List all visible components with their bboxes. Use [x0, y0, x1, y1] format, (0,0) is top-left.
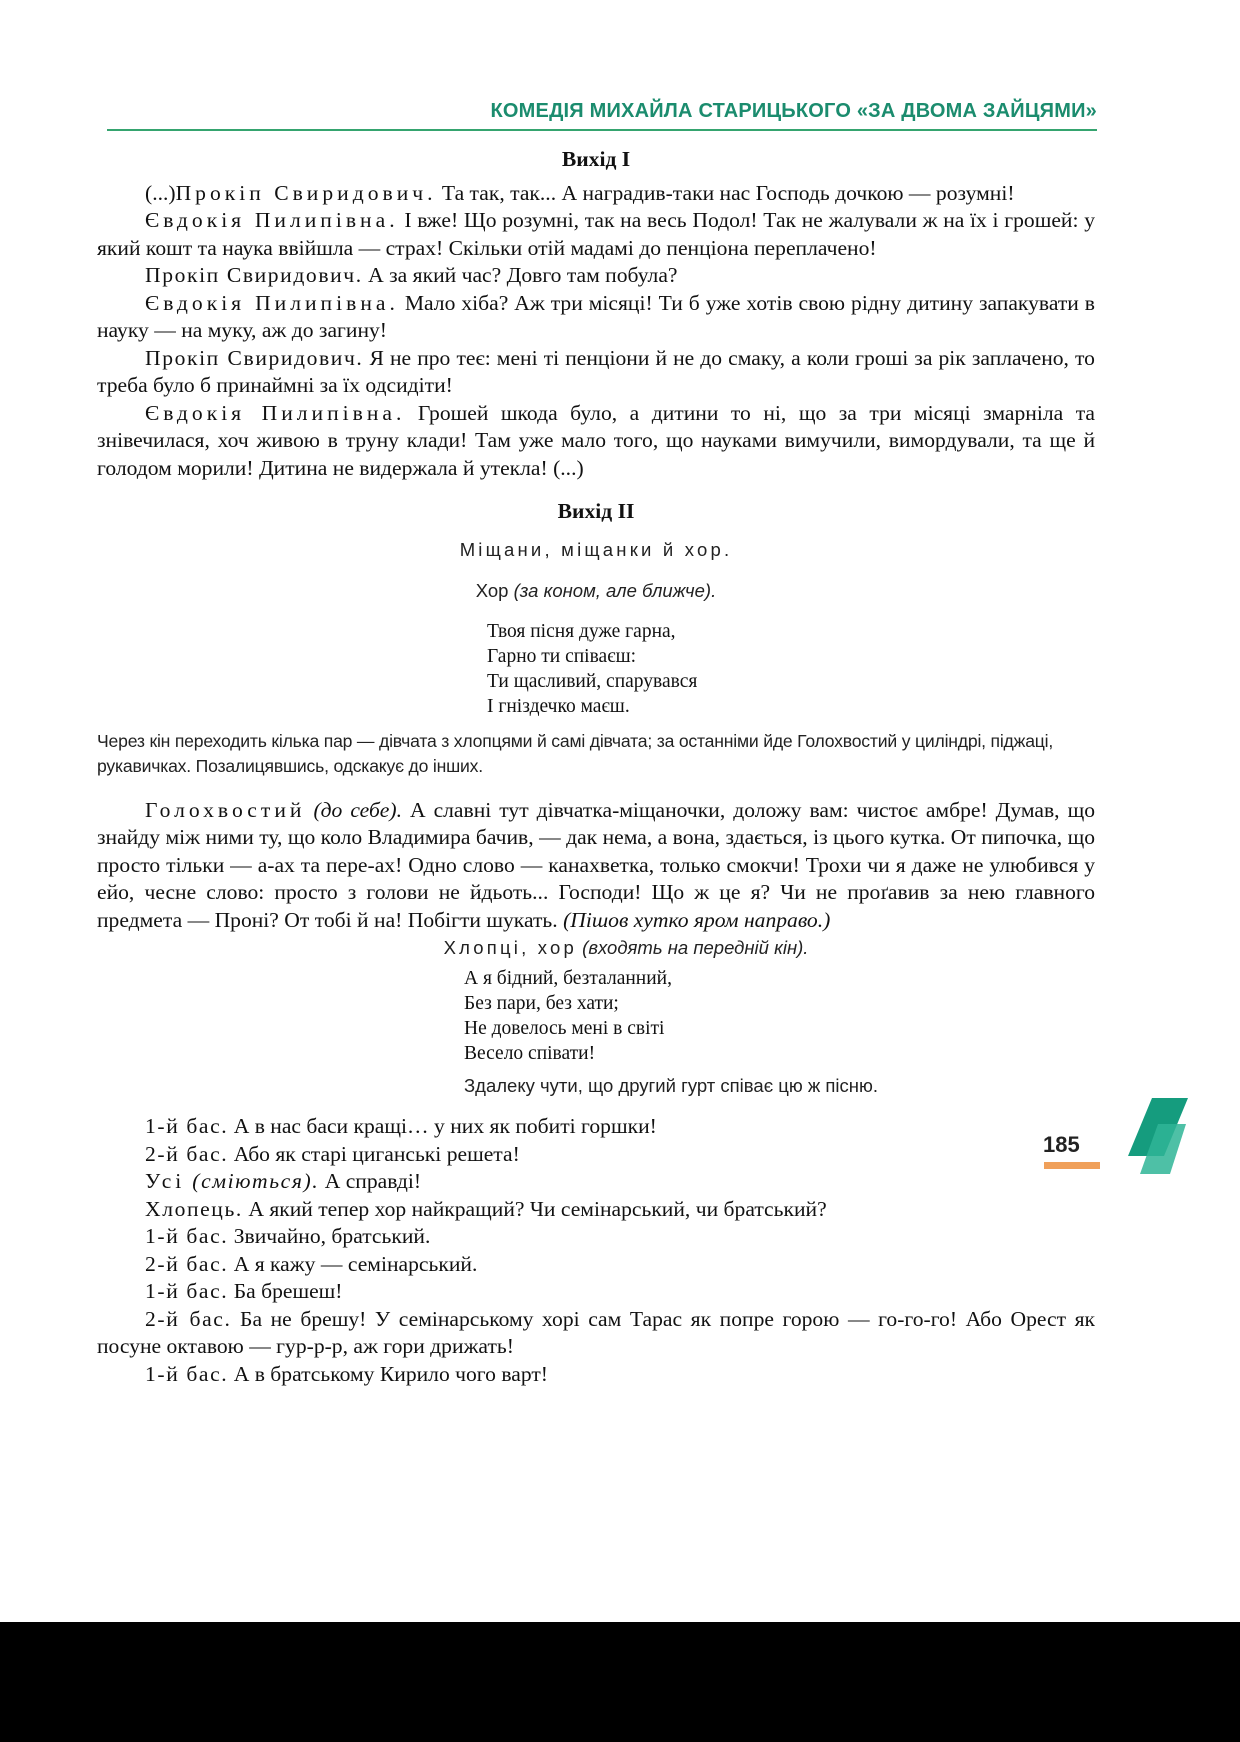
ellipsis-mark: (...)	[145, 180, 176, 205]
page-number: 185	[1043, 1132, 1080, 1157]
speaker-name: Прокіп Свиридович.	[145, 345, 364, 370]
speaker-note: (до себе).	[305, 797, 402, 822]
line-text: А славні тут дівчатка-міщаночки, доложу вам: чистоє амбре! Думав, що знайду між ними ту, що коло Владимира бачив, — дак нема, а вона, здається, із цього кутка. От пипочка, що просто тільки — а-ах та пере-ах! Одно слово — канахветка, только смокчи! Трохи чи я даже не улюбився у ейо, чесне слово: просто з голови не йдьоть... Господи! Що ж це я? Чи не проґавив за нею главного предмета — Проні? От тобі й на! Побігти шукать.	[97, 797, 1095, 932]
speaker-name: Хлопець.	[145, 1196, 243, 1221]
running-header: КОМЕДІЯ МИХАЙЛА СТАРИЦЬКОГО «ЗА ДВОМА ЗАЙЦЯМИ»	[490, 100, 1097, 122]
line-text: І вже! Що розумні, так на весь Подол! Так не жалували ж на їх і грошей: у який кошт та наука ввійшла — страх! Скільки отій мадамі до пенціона переплачено!	[97, 208, 1095, 260]
speaker-name: 1-й бас.	[145, 1114, 229, 1138]
dialogue-block	[97, 1113, 1095, 1388]
speaker-name: 2-й бас.	[145, 1306, 232, 1331]
line-text: Та так, так... А наградив-таки нас Господь дочкою — розумні!	[436, 180, 1015, 205]
speaker-name: 1-й бас.	[145, 1279, 229, 1303]
dialogue-line	[97, 1251, 1095, 1279]
corner-decoration-icon	[1128, 1098, 1188, 1174]
cast-list: Міщани, міщанки й хор.	[459, 538, 733, 560]
line-text: Або як старі циганські решета!	[228, 1141, 520, 1166]
dialogue-line	[97, 1306, 1095, 1361]
exit-2-heading: Вихід II	[557, 499, 635, 523]
verse-line: Весело співати!	[464, 1042, 596, 1064]
line-text: Я не про теє: мені ті пенціони й не до смаку, а коли гроші за рік заплачено, то треба було б принаймні за їх одсидіти!	[97, 345, 1095, 397]
speaker-name: Євдокія Пилипівна.	[145, 208, 399, 232]
chorus-label: Хор	[475, 580, 509, 601]
verse-line: Гарно ти співаєш:	[487, 645, 637, 667]
verse-line: Твоя пісня дуже гарна,	[487, 620, 676, 642]
page-content	[97, 146, 1095, 1388]
verse-line: Не довелось мені в світі	[464, 1017, 665, 1039]
dialogue-line	[97, 1113, 1095, 1141]
header-rule	[107, 129, 1097, 131]
song-verse-1	[487, 619, 1095, 719]
dialogue-line	[97, 1141, 1095, 1169]
speaker-note: (сміються).	[185, 1169, 320, 1193]
line-text: Грошей шкода було, а дитини то ні, що за три місяці змарніла та знівечилася, хоч живою в труну клади! Там уже мало того, що науками вимучили, вимордували, та ще й голодом морили! Дитина не видержала й утекла! (...)	[97, 400, 1095, 480]
speaker-name: 2-й бас.	[145, 1251, 229, 1276]
speaker-name: Євдокія Пилипівна.	[145, 290, 399, 315]
exit-1-heading: Вихід I	[561, 147, 631, 171]
line-text: А справді!	[319, 1169, 422, 1193]
speaker-name: 2-й бас.	[145, 1141, 229, 1166]
stage-direction: Через кін переходить кілька пар — дівчата з хлопцями й самі дівчата; за останніми йде Голохвостий у циліндрі, піджаці, рукавичках. Позалицявшись, одскакує до інших.	[97, 730, 1054, 776]
boys-note: (входять на передній кін).	[577, 937, 809, 958]
dialogue-line	[97, 345, 1095, 400]
verse-line: А я бідний, безталанний,	[464, 967, 672, 989]
dialogue-line	[97, 1361, 1095, 1389]
dialogue-line	[97, 797, 1095, 935]
line-text: А який тепер хор найкращий? Чи семінарський, чи братський?	[242, 1196, 827, 1221]
speaker-name: 1-й бас.	[145, 1361, 229, 1386]
line-text: Мало хіба? Аж три місяці! Ти б уже хотів свою рідну дитину запакувати в науку — на муку, аж до загину!	[97, 290, 1095, 342]
line-text: Ба брешеш!	[228, 1279, 343, 1303]
speaker-name: Усі	[145, 1169, 186, 1193]
exit-note: (Пішов хутко яром направо.)	[563, 907, 831, 932]
dialogue-line	[97, 1196, 1095, 1224]
dialogue-line	[97, 290, 1095, 345]
boys-direction	[157, 934, 1095, 962]
line-text: Ба не брешу! У семінарському хорі сам Тарас як попре горою — го-го-го! Або Орест як посуне октавою — гур-р-р, аж гори дрижать!	[97, 1306, 1096, 1358]
speaker-name: Євдокія Пилипівна.	[145, 400, 406, 425]
dialogue-line	[97, 180, 1095, 208]
speaker-name: Прокіп Свиридович.	[175, 180, 437, 205]
dialogue-line	[97, 1168, 1095, 1196]
song-verse-2	[464, 966, 1095, 1066]
chorus-note: (за коном, але ближче).	[508, 580, 717, 601]
speaker-name: Голохвостий	[145, 797, 306, 822]
line-text: А в братському Кирило чого варт!	[228, 1361, 548, 1386]
speaker-name: 1-й бас.	[145, 1224, 229, 1248]
page-number-bar	[1044, 1162, 1100, 1169]
line-text: А в нас баси кращі… у них як побиті горшки!	[228, 1114, 657, 1138]
boys-label: Хлопці, хор	[443, 937, 578, 958]
verse-line: І гніздечко маєш.	[487, 695, 630, 717]
dialogue-line	[97, 1223, 1095, 1251]
dialogue-line	[97, 262, 1095, 290]
line-text: Звичайно, братський.	[228, 1224, 431, 1248]
line-text: А за який час? Довго там побула?	[362, 263, 678, 287]
line-text: А я кажу — семінарський.	[228, 1251, 478, 1276]
speaker-name: Прокіп Свиридович.	[145, 263, 363, 287]
verse-line: Ти щасливий, спарувався	[487, 670, 698, 692]
verse-line: Без пари, без хати;	[464, 992, 619, 1014]
dialogue-line	[97, 1278, 1095, 1306]
dialogue-line	[97, 207, 1095, 262]
dialogue-line	[97, 400, 1095, 483]
chorus-direction	[97, 577, 1095, 605]
stage-direction: Здалеку чути, що другий гурт співає цю ж пісню.	[463, 1074, 879, 1096]
